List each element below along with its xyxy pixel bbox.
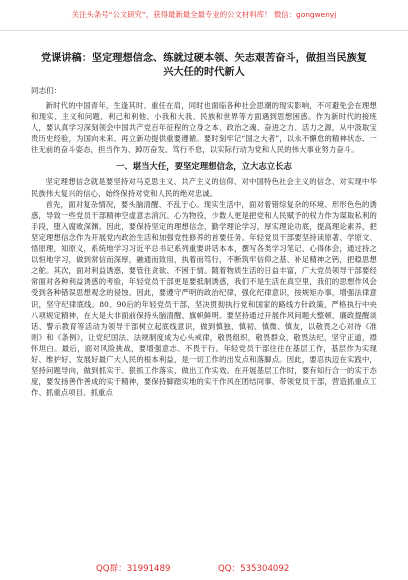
document-page — [31, 52, 377, 540]
footer-contact — [0, 558, 408, 580]
section-paragraph: 首先，面对复杂情况，要头脑清醒、不乱于心。现实生活中，面对着错综复杂的环境、形形色色的诱惑，导致一些党员干部精神空虚意志消沉、心为物役，少数人更是把党和人民赋予的权力作为谋取私利的手段，堕入腐败深渊。因此，要保持坚定的理想信念，勤学理论学习，厚实理论功底，提高理论素养，把坚定理想信念作为开展党内政治生活和加强党性修养的首要任务。年轻党员干部要坚持读原著、学原文、悟原理，知原义，系统地学习习近平总书记系列重要讲话本本，撰写各类学习笔记、心得体会，通过持之以恒地学习，做到常信而深厚，融通而致用，执着而笃行，不断筑牢信仰之基、补足精神之钙，把稳思想之舵。其次，面对利益诱惑，要管住贪欲、不困于情。随着物质生活的日益丰富，广大党员领导干部要经常面对各种利益诱惑的考验，年轻党员干部更是要抵制诱惑，我们不是生活在真空里，我们的思想作风会受到各种错误思想观念的侵蚀。因此，要遵守严明的政治纪律，强化纪律意识，按规矩办事，增强法律意识，坚守纪律底线。80、90后的年轻党员干部，坚决贯彻执行党和国家的路线方针政策，严格执行中央八项规定精神，在大是大非面前保持头脑清醒、旗帜鲜明。要坚持通过开展作风问题大整顿、廉政提醒谈话、警示教育等活动为领导干部树立起底线意识，做到慎独、慎初、慎微、慎友，以敬畏之心对待《准则》和《条例》，让党纪国法、法规制度成为心头戒律，敬畏组织，敬畏群众，敬畏法纪，坚守正道，襟怀坦白。最后，面对风险挑战，要增强意志、不畏于行。年轻党员干部往往在基层工作，基层作为实现好、维护好、发展好最广大人民的根本利益，是一切工作的出发点和落脚点。因此，要忍执迈在实践中，坚持问题导向，做到抓实干、狠抓工作落实、做出工作实效。在开展基层工作时，要有知行合一的实干态度，要发扬善作善成的实干精神，要保持脚踏实地的实干作风在团结同事、带领党员干部，营造抓重点工作、抓重点项目、抓重点 — [31, 199, 377, 398]
section-heading: 一、堪当大任，要坚定理想信念，立大志立长志 — [116, 161, 292, 172]
greeting: 同志们： — [31, 86, 62, 95]
page-title: 党课讲稿：坚定理想信念、练就过硬本领、矢志艰苦奋斗，做担当民族复兴大任的时代新人 — [41, 53, 367, 78]
section-paragraph: 坚定理想信念就是要坚持对马克思主义、共产主义的信仰、对中国特色社会主义的信念、对实现中华民族伟大复兴的信心，始终保持对党和人民的绝对忠诚。 — [31, 177, 377, 198]
header-banner: 关注头条号“公文研究”，获得最新最全最专业的公文材料库！ 微信：gongwenyj — [0, 0, 408, 31]
intro-paragraph: 新时代的中国青年，生逢其时、重任在肩，同时也面临各种社会思潮的现实影响，不可避免会在理想和现实、主义和问题、利己和利他、小我和大我、民族和世界等方面遇到思想困惑。作为新时代的接班人，要认真学习深刻领会中国共产党百年征程的立身之本、政治之魂、奋进之力、活力之源，从中汲取宝贵历史经验，为国向未来、再立新功提供重要遵循。要时刻牢记“国之大者”，以永不懈怠的精神状态、一往无前的奋斗姿态，担当作为、踔厉奋发、笃行不怠，以实际行动为党和人民的伟大事业努力奋斗。 — [31, 101, 377, 155]
qq-group-text: QQ群：31991489 — [96, 564, 171, 574]
qq-text: QQ：535304092 — [218, 564, 290, 574]
